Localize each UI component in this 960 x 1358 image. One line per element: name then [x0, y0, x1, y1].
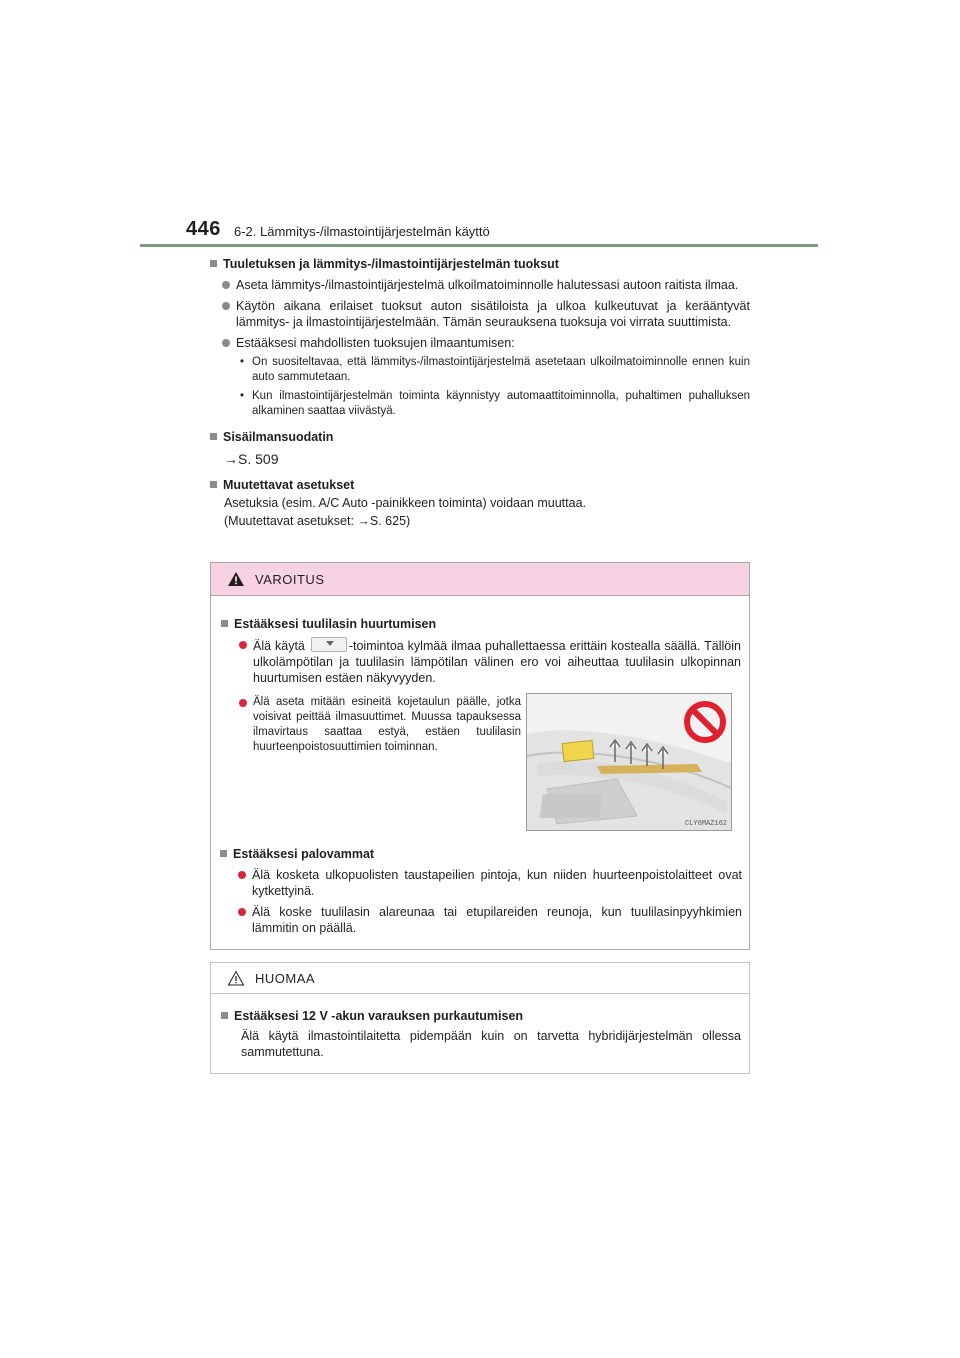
filter-page-reference: →S. 509 [224, 451, 279, 467]
bullet-dot-icon [222, 339, 230, 347]
fog-heading: Estääksesi tuulilasin huurtumisen [221, 616, 741, 632]
notice-header [211, 963, 749, 994]
bullet-dot-icon [222, 281, 230, 289]
notice-text: Älä käytä ilmastointilaitetta pidempään kuin on tarvetta hybridijärjestelmän ollessa sammutettuna. [241, 1029, 741, 1059]
bullet-dot-icon [239, 641, 247, 649]
square-bullet-icon [210, 481, 217, 488]
list-item: Älä käytä -toimintoa kylmää ilmaa puhallettaessa erittäin kostealla säällä. Tällöin ulkolämpötilan ja tuulilasin lämpötilan välinen ero voi aiheuttaa tuulilasin ulkopinnan huurtumisen estäen näkyvyyden. [239, 637, 741, 686]
caution-triangle-icon [227, 970, 245, 986]
filter-section-heading: Sisäilmansuodatin [210, 429, 750, 445]
warning-label: VAROITUS [255, 571, 325, 587]
list-item: Estääksesi mahdollisten tuoksujen ilmaantumisen: [222, 335, 750, 351]
list-item: Aseta lämmitys-/ilmastointijärjestelmä ulkoilmatoiminnolle halutessasi autoon raitista ilmaa. [222, 277, 750, 293]
bullet-dot-icon [222, 302, 230, 310]
warning-triangle-icon [227, 571, 245, 587]
illustration-code: CLY6MAZ162 [684, 820, 727, 828]
bullet-dot-icon [239, 699, 247, 707]
square-bullet-icon [220, 850, 227, 857]
dashboard-vents-image [527, 694, 732, 831]
bullet-dot-icon [238, 871, 246, 879]
odors-section-heading: Tuuletuksen ja lämmitys-/ilmastointijärjestelmän tuoksut [210, 256, 750, 272]
square-bullet-icon [221, 1012, 228, 1019]
sub-list-item: • Kun ilmastointijärjestelmän toiminta käynnistyy automaattitoiminnolla, puhaltimen puhalluksen alkaminen saattaa viivästyä. [240, 390, 750, 417]
section-title: 6-2. Lämmitys-/ilmastointijärjestelmän käyttö [234, 224, 490, 239]
dashboard-illustration [526, 693, 732, 831]
list-item: Älä kosketa ulkopuolisten taustapeilien pintoja, kun niiden huurteenpoistolaitteet ovat kytkettyinä. [238, 867, 742, 899]
notice-heading: Estääksesi 12 V -akun varauksen purkautumisen [221, 1008, 741, 1024]
header-rule [140, 244, 818, 247]
notice-box [210, 962, 750, 1074]
custom-section-heading: Muutettavat asetukset [210, 477, 750, 493]
page-number: 446 [186, 218, 221, 240]
square-bullet-icon [210, 433, 217, 440]
page-header [0, 0, 960, 260]
list-item: Älä koske tuulilasin alareunaa tai etupilareiden reunoja, kun tuulilasinpyyhkimien lämmitin on päällä. [238, 904, 742, 936]
list-item: Älä aseta mitään esineitä kojetaulun päälle, jotka voisivat peittää ilmasuuttimet. Muussa tapauksessa ilmavirtaus saattaa estyä, estäen tuulilasin huurteenpoistosuuttimien toiminnan. [239, 695, 521, 755]
list-item: Käytön aikana erilaiset tuoksut auton sisätiloista ja ulkoa kulkeutuvat ja kerääntyvät lämmitys- ja ilmastointijärjestelmään. Tämän seurauksena tuoksuja voi virrata suuttimista. [222, 298, 750, 330]
square-bullet-icon [210, 260, 217, 267]
warning-header [211, 563, 749, 596]
bullet-dot-icon [238, 908, 246, 916]
custom-text: Asetuksia (esim. A/C Auto -painikkeen toiminta) voidaan muuttaa. [224, 496, 586, 510]
custom-reference: (Muutettavat asetukset: →S. 625) [224, 514, 411, 528]
notice-content [211, 994, 749, 1060]
burns-section [220, 846, 742, 936]
burns-heading: Estääksesi palovammat [220, 846, 742, 862]
defroster-button-icon [311, 637, 347, 652]
body-content [210, 256, 750, 529]
square-bullet-icon [221, 620, 228, 627]
sub-list-item: • On suositeltavaa, että lämmitys-/ilmastointijärjestelmä asetetaan ulkoilmatoiminnolle ennen kuin auto sammutetaan. [240, 356, 750, 383]
notice-label: HUOMAA [255, 970, 316, 986]
